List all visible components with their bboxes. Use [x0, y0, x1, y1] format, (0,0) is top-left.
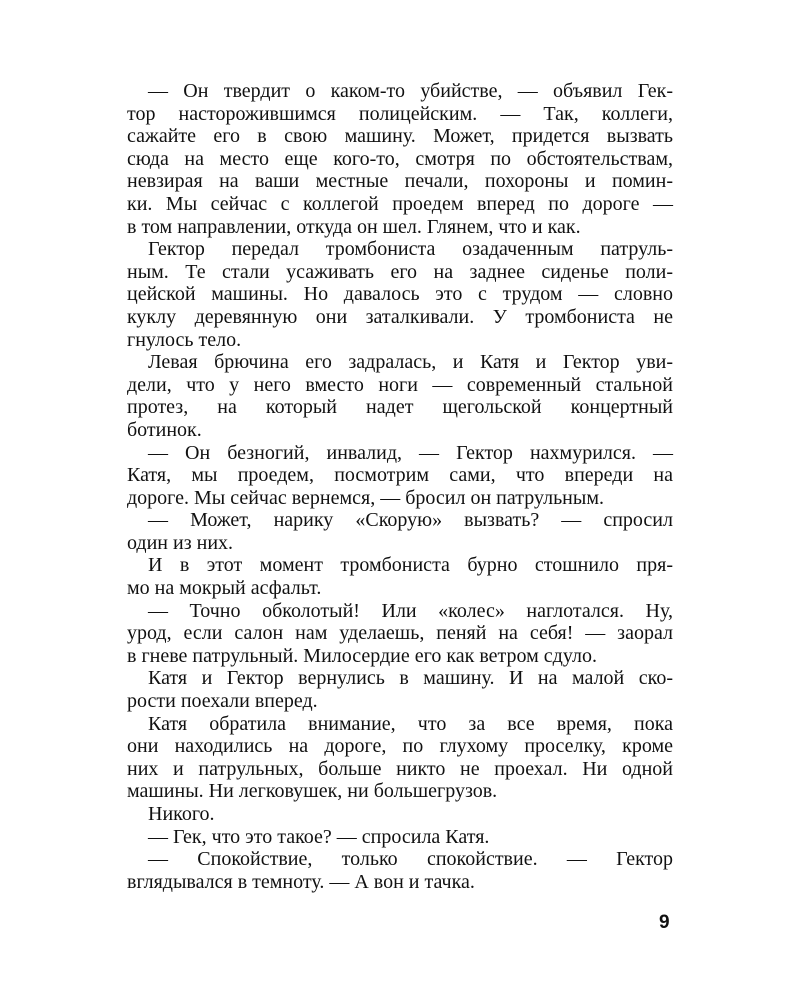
text-line: цейской машины. Но давалось это с трудом — словно [127, 283, 673, 306]
text-line: сажайте его в свою машину. Может, придется вызвать [127, 125, 673, 148]
text-line: — Может, нарику «Скорую» вызвать? — спросил [148, 509, 673, 532]
text-line: урод, если салон нам уделаешь, пеняй на себя! — заорал [127, 622, 673, 645]
text-line: Гектор передал тромбониста озадаченным патруль- [148, 238, 673, 261]
body-text [127, 80, 673, 893]
text-line: куклу деревянную они заталкивали. У тромбониста не [127, 305, 673, 328]
text-line: они находились на дороге, по глухому проселку, кроме [127, 735, 673, 758]
text-line: них и патрульных, больше никто не проехал. Ни одной [127, 757, 673, 780]
paragraph [127, 667, 673, 712]
text-line: Катя обратила внимание, что за все время, пока [148, 712, 673, 735]
text-line: — Спокойствие, только спокойствие. — Гектор [148, 848, 673, 871]
paragraph [127, 442, 673, 510]
text-line: И в этот момент тромбониста бурно стошнило пря- [148, 554, 673, 577]
text-line: протез, на который надет щегольской концертный [127, 396, 673, 419]
text-line: сюда на место еще кого-то, смотря по обстоятельствам, [127, 147, 673, 170]
text-line: — Точно обколотый! Или «колес» наглотался. Ну, [148, 599, 673, 622]
text-line: — Гек, что это такое? — спросила Катя. [148, 825, 490, 848]
text-line: один из них. [127, 531, 234, 554]
paragraph [127, 848, 673, 893]
text-line: Никого. [148, 803, 215, 825]
paragraph [127, 80, 673, 238]
text-line: Левая брючина его задралась, и Катя и Гектор уви- [148, 351, 673, 374]
paragraph [127, 351, 673, 441]
text-line: невзирая на ваши местные печали, похороны и помин- [127, 170, 673, 193]
text-line: в гневе патрульный. Милосердие его как ветром сдуло. [127, 644, 597, 667]
text-line: вглядывался в темноту. — А вон и тачка. [127, 870, 475, 893]
paragraph [127, 554, 673, 599]
text-line: гнулось тело. [127, 328, 242, 351]
text-line: Катя, мы проедем, посмотрим сами, что впереди на [127, 464, 673, 487]
paragraph [127, 826, 673, 849]
text-line: — Он безногий, инвалид, — Гектор нахмурился. — [148, 441, 673, 464]
text-line: мо на мокрый асфальт. [127, 577, 322, 600]
paragraph [127, 803, 673, 826]
text-line: ки. Мы сейчас с коллегой проедем вперед по дороге — [127, 192, 673, 215]
text-line: ным. Те стали усаживать его на заднее сиденье поли- [127, 260, 673, 283]
text-line: рости поехали вперед. [127, 690, 318, 713]
paragraph [127, 509, 673, 554]
paragraph [127, 238, 673, 351]
paragraph [127, 600, 673, 668]
text-line: ботинок. [127, 418, 202, 441]
text-line: дели, что у него вместо ноги — современный стальной [127, 373, 673, 396]
text-line: машины. Ни легковушек, ни большегрузов. [127, 780, 498, 803]
text-line: в том направлении, откуда он шел. Глянем, что и как. [127, 215, 581, 238]
text-line: дороге. Мы сейчас вернемся, — бросил он патрульным. [127, 486, 604, 509]
text-line: — Он твердит о каком-то убийстве, — объявил Гек- [148, 80, 673, 102]
page-number: 9 [659, 912, 670, 933]
text-line: тор насторожившимся полицейским. — Так, коллеги, [127, 102, 673, 125]
text-line: Катя и Гектор вернулись в машину. И на малой ско- [148, 667, 673, 690]
paragraph [127, 713, 673, 803]
